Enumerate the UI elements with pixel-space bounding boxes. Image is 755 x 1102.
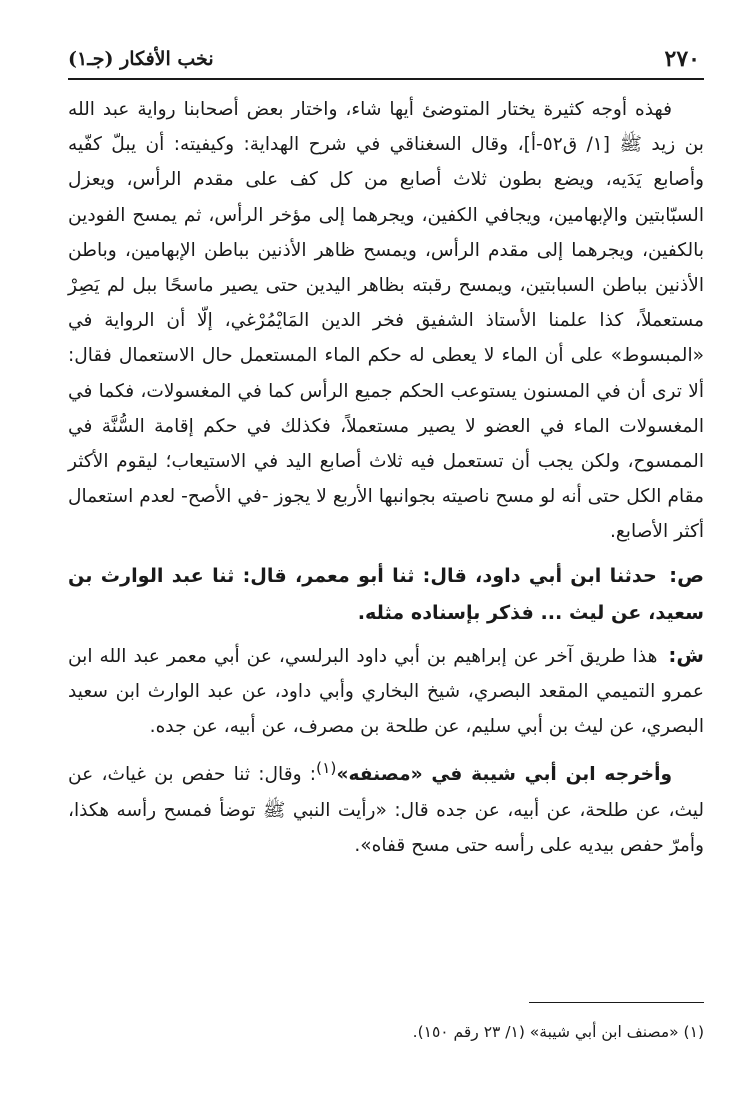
sad-text: حدثنا ابن أبي داود، قال: ثنا أبو معمر، قال: ثنا عبد الوارث بن سعيد، عن ليث ... فذكر بإسناده مثله. xyxy=(68,563,704,624)
paragraph-takhrij xyxy=(68,751,704,863)
paragraph-shin xyxy=(68,638,704,745)
takhrij-text: : وقال: ثنا حفص بن غياث، عن ليث، عن طلحة، عن أبيه، عن جده قال: «رأيت النبي ﷺ توضأ فمسح رأسه هكذا، وأمرّ حفص بيديه على رأسه حتى مسح قفاه». xyxy=(68,764,704,856)
page-body xyxy=(68,92,704,863)
shin-label: ش: xyxy=(668,642,704,667)
page-header xyxy=(68,40,704,76)
takhrij-lead: وأخرجه ابن أبي شيبة في «مصنفه» xyxy=(336,764,672,786)
sad-label: ص: xyxy=(669,562,704,587)
paragraph-sad xyxy=(68,557,704,631)
document-page xyxy=(68,40,704,1080)
footnote-rule xyxy=(529,1002,704,1003)
page-number: ٢٧٠ xyxy=(664,46,700,72)
footnote-marker: (١) xyxy=(316,759,337,778)
running-title: نخب الأفكار (جـ١) xyxy=(68,48,214,70)
paragraph-commentary: فهذه أوجه كثيرة يختار المتوضئ أيها شاء، واختار بعض أصحابنا رواية عبد الله بن زيد ﷺ [١/ ق٥٢-أ]، وقال السغناقي في شرح الهداية: وكيفيته: أن يبلّ كفّيه وأصابع يَدَيه، ويضع بطون ثلاث أصابع من كل كف على مقدم الرأس، ويعزل السبّابتين والإبهامين، ويجافي الكفين، ويجرهما إلى مؤخر الرأس، ثم يمسح الفودين بالكفين، ويجرهما إلى مقدم الرأس، ويمسح ظاهر الأذنين بباطن الإبهامين، وباطن الأذنين بباطن السبابتين، ويمسح رقبته بظاهر اليدين حتى يصير ماسحًا ببل لم يَصِرْ مستعملاً، كذا علمنا الأستاذ الشفيق فخر الدين المَايْمُرْغي، إلّا أن الرواية في «المبسوط» على أن الماء لا يعطى له حكم الماء المستعمل حال الاستعمال فقال: ألا ترى أن في المسنون يستوعب الحكم جميع الرأس كما في المغسولات، فكما في المغسولات الماء في العضو لا يصير مستعملاً، فكذلك في حكم إقامة السُّنَّة في الممسوح، ولكن يجب أن تستعمل فيه ثلاث أصابع اليد في الاستيعاب؛ ليقوم الأكثر مقام الكل حتى أنه لو مسح ناصيته بجوانبها الأربع لا يجوز -في الأصح- لعدم استعمال أكثر الأصابع. xyxy=(68,99,704,543)
footnote: (١) «مصنف ابن أبي شيبة» (١/ ٢٣ رقم ١٥٠). xyxy=(412,1023,704,1041)
shin-text: هذا طريق آخر عن إبراهيم بن أبي داود البرلسي، عن أبي معمر عبد الله ابن عمرو التميمي المقعد البصري، شيخ البخاري وأبي داود، عن عبد الوارث ابن سعيد البصري، عن ليث بن أبي سليم، عن طلحة بن مصرف، عن أبيه، عن جده. xyxy=(68,645,704,738)
header-rule xyxy=(68,78,704,80)
